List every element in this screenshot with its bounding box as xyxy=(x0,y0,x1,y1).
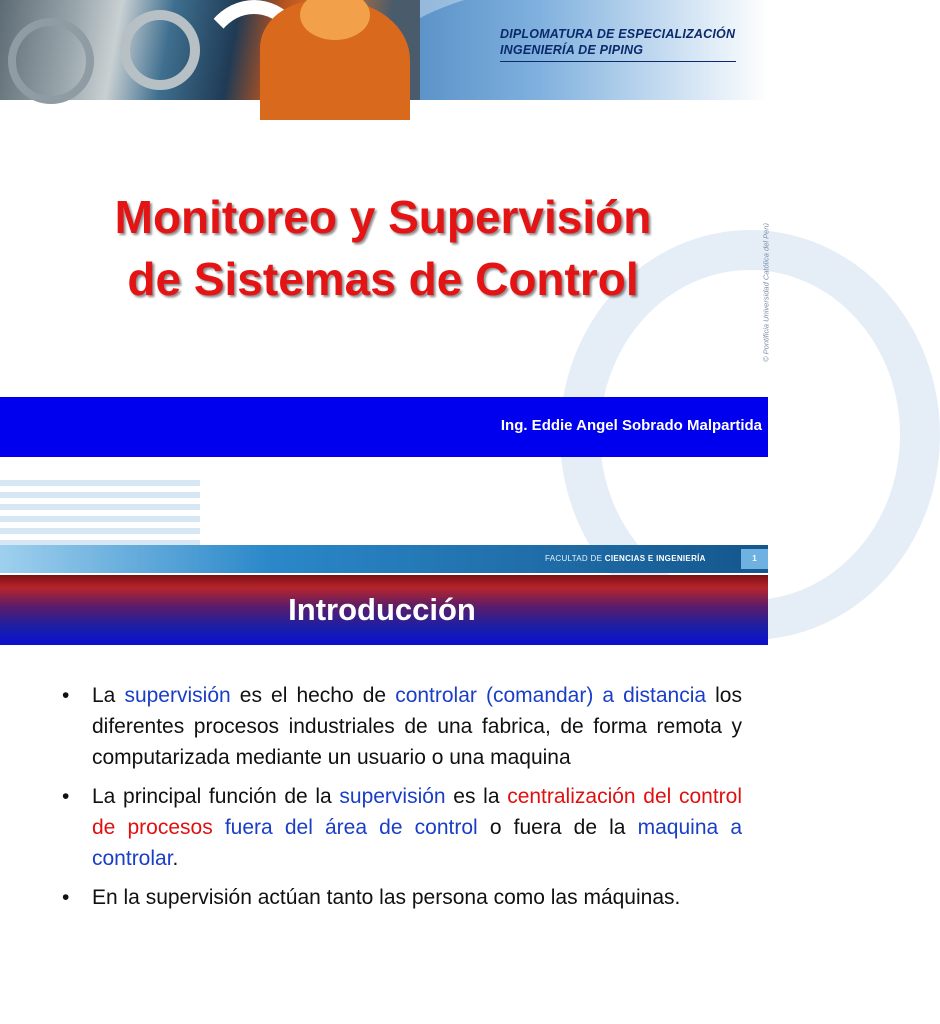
faculty-name: CIENCIAS E INGENIERÍA xyxy=(604,554,706,563)
list-item: • En la supervisión actúan tanto las persona como las máquinas. xyxy=(62,882,742,913)
bullet-icon: • xyxy=(62,886,70,909)
intro-slide xyxy=(0,575,768,1024)
list-item: • La supervisión es el hecho de controlar (comandar) a distancia los diferentes procesos industriales de una fabrica, de forma remota y computarizada mediante un usuario o una maquina xyxy=(62,680,742,773)
copyright-text: © Pontificia Universidad Católica del Perú xyxy=(761,223,771,362)
slide-title xyxy=(20,186,746,310)
title-line-2: de Sistemas de Control xyxy=(127,253,639,305)
highlight-term: centralización del control de procesos xyxy=(92,785,742,839)
author-name: Ing. Eddie Angel Sobrado Malpartida xyxy=(500,417,762,434)
program-line-2: INGENIERÍA DE PIPING xyxy=(500,43,644,57)
copyright-vertical xyxy=(756,200,770,390)
highlight-term: supervisión xyxy=(124,684,231,707)
list-item: • La principal función de la supervisión es la centralización del control de procesos fuera del área de control o fuera de la maquina a controlar. xyxy=(62,781,742,874)
bullet-icon: • xyxy=(62,785,70,808)
highlight-term: maquina a controlar xyxy=(92,816,742,870)
faculty-prefix: FACULTAD DE xyxy=(545,554,603,563)
valve-wheel-icon xyxy=(120,10,200,90)
footer-band xyxy=(0,545,768,573)
bullet-list xyxy=(62,680,742,921)
program-label xyxy=(500,26,736,62)
program-line-1: DIPLOMATURA DE ESPECIALIZACIÓN xyxy=(500,27,736,41)
header-band xyxy=(0,0,768,100)
bullet-icon: • xyxy=(62,684,70,707)
highlight-term: supervisión xyxy=(339,785,446,808)
highlight-term: controlar (comandar) a distancia xyxy=(395,684,707,707)
slide-title: Introducción xyxy=(288,592,476,627)
title-line-1: Monitoreo y Supervisión xyxy=(114,191,652,243)
page-number: 1 xyxy=(741,549,768,569)
industrial-photo xyxy=(0,0,420,100)
slide-header-band xyxy=(0,575,768,645)
highlight-term: fuera del área de control xyxy=(224,816,478,839)
author-band xyxy=(0,397,768,457)
divider xyxy=(500,61,736,62)
valve-wheel-icon xyxy=(8,18,94,104)
faculty-label xyxy=(545,554,706,563)
title-slide xyxy=(0,0,771,575)
